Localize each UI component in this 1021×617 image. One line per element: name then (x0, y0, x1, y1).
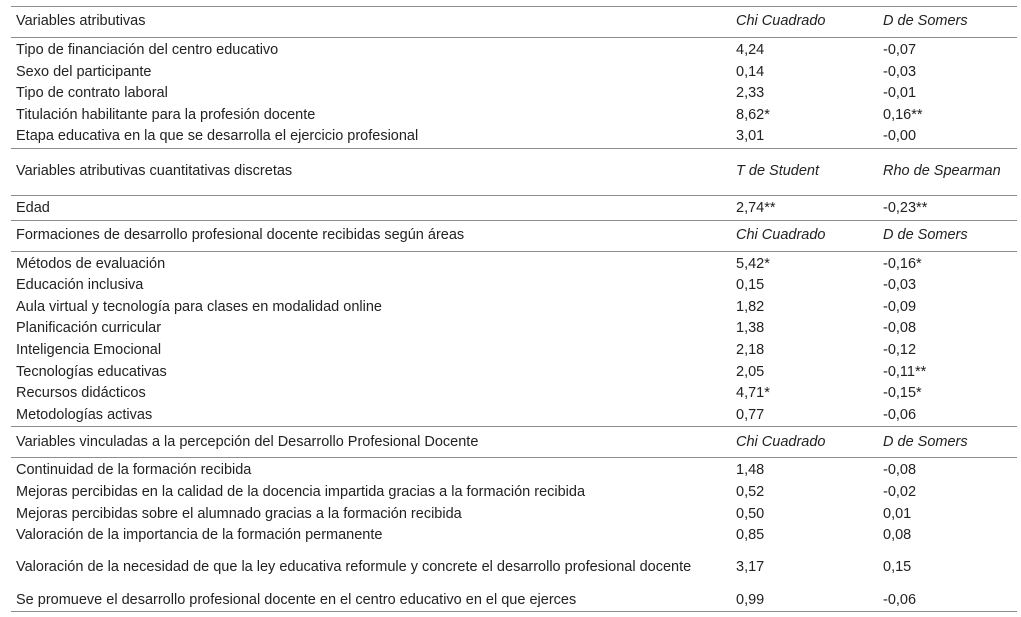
row-value-1: 0,85 (736, 527, 765, 544)
row-label: Tipo de financiación del centro educativo (16, 42, 279, 58)
row-value-2: -0,03 (883, 63, 917, 80)
row-value-2: 0,01 (883, 505, 912, 522)
stat2-header: Rho de Spearman (878, 148, 1017, 195)
table-row (11, 251, 1017, 275)
row-value-2: -0,06 (883, 406, 917, 423)
table-row (11, 275, 1017, 297)
row-value-1: 5,42* (736, 255, 770, 272)
stat2-header: D de Somers (878, 220, 1017, 251)
table-row (11, 340, 1017, 362)
stat1-header: T de Student (731, 148, 878, 195)
row-value-1: 1,38 (736, 320, 765, 337)
row-value-1: 4,24 (736, 42, 765, 58)
row-value-2: -0,11** (883, 363, 927, 380)
row-label: Métodos de evaluación (16, 255, 166, 272)
stat2-header: D de Somers (878, 7, 1017, 38)
row-value-2: -0,02 (883, 483, 917, 500)
row-label: Inteligencia Emocional (16, 341, 162, 358)
section-title: Formaciones de desarrollo profesional docente recibidas según áreas (11, 220, 731, 251)
row-value-1: 1,48 (736, 462, 765, 479)
table-row (11, 482, 1017, 504)
row-value-1: 1,82 (736, 298, 765, 315)
row-label: Planificación curricular (16, 320, 162, 337)
table-row (11, 83, 1017, 105)
row-value-1: 8,62* (736, 106, 770, 123)
row-value-1: 0,50 (736, 505, 765, 522)
section-header-row (11, 220, 1017, 251)
row-label: Etapa educativa en la que se desarrolla el ejercicio profesional (16, 128, 419, 145)
row-value-1: 0,14 (736, 63, 765, 80)
row-value-2: -0,15* (883, 385, 922, 402)
row-value-2: -0,08 (883, 320, 917, 337)
row-value-2: -0,12 (883, 341, 917, 358)
table-row (11, 126, 1017, 148)
row-value-1: 3,01 (736, 128, 765, 145)
stat1-header: Chi Cuadrado (731, 427, 878, 458)
row-label: Titulación habilitante para la profesión docente (16, 106, 316, 123)
row-label: Educación inclusiva (16, 277, 144, 294)
table-row (11, 318, 1017, 340)
row-label: Mejoras percibidas en la calidad de la docencia impartida gracias a la formación recibida (16, 483, 586, 500)
row-value-2: 0,08 (883, 527, 912, 544)
table-row (11, 525, 1017, 547)
row-value-2: -0,09 (883, 298, 917, 315)
row-value-2: 0,16** (883, 106, 923, 123)
stat1-header: Chi Cuadrado (731, 220, 878, 251)
row-label: Valoración de la importancia de la formación permanente (16, 527, 383, 544)
table-row (11, 62, 1017, 84)
row-value-1: 2,05 (736, 363, 765, 380)
table-row (11, 38, 1017, 62)
row-label: Valoración de la necesidad de que la ley educativa reformule y concrete el desarrollo profesional docente (16, 559, 692, 576)
table-row (11, 195, 1017, 220)
row-label: Sexo del participante (16, 63, 152, 80)
row-label: Recursos didácticos (16, 385, 146, 402)
row-value-2: -0,07 (883, 42, 917, 58)
table-row (11, 405, 1017, 427)
row-label: Tipo de contrato laboral (16, 85, 168, 102)
row-value-2: -0,08 (883, 462, 917, 479)
table-row (11, 297, 1017, 319)
row-value-2: -0,01 (883, 85, 917, 102)
table-row (11, 458, 1017, 482)
row-value-2: 0,15 (883, 559, 912, 576)
section-title: Variables atributivas cuantitativas discretas (11, 148, 731, 195)
row-value-2: -0,00 (883, 128, 917, 145)
row-label: Mejoras percibidas sobre el alumnado gracias a la formación recibida (16, 505, 462, 522)
row-value-2: -0,03 (883, 277, 917, 294)
section-title: Variables vinculadas a la percepción del Desarrollo Profesional Docente (11, 427, 731, 458)
table-row (11, 105, 1017, 127)
row-value-2: -0,06 (878, 590, 1017, 612)
table-row (11, 547, 1017, 590)
row-label: Continuidad de la formación recibida (16, 462, 252, 479)
table-row (11, 590, 1017, 612)
row-value-1: 4,71* (736, 385, 770, 402)
statistics-table (11, 6, 1017, 612)
row-label: Aula virtual y tecnología para clases en modalidad online (16, 298, 382, 315)
stat2-header: D de Somers (878, 427, 1017, 458)
row-value-2: -0,16* (883, 255, 922, 272)
row-value-1: 2,33 (736, 85, 765, 102)
section-title: Variables atributivas (11, 7, 731, 38)
row-value-1: 2,74** (736, 199, 776, 216)
row-value-2: -0,23** (883, 199, 928, 216)
row-value-1: 2,18 (736, 341, 765, 358)
stat1-header: Chi Cuadrado (731, 7, 878, 38)
row-value-1: 0,15 (736, 277, 765, 294)
row-value-1: 3,17 (736, 559, 765, 576)
table-row (11, 362, 1017, 384)
section-header-row (11, 7, 1017, 38)
section-header-row (11, 427, 1017, 458)
row-label: Se promueve el desarrollo profesional docente en el centro educativo en el que ejerces (11, 590, 731, 612)
section-header-row (11, 148, 1017, 195)
table-row (11, 383, 1017, 405)
row-value-1: 0,52 (736, 483, 765, 500)
row-label: Edad (16, 199, 50, 216)
row-label: Metodologías activas (16, 406, 153, 423)
row-label: Tecnologías educativas (16, 363, 167, 380)
table-row (11, 504, 1017, 526)
row-value-1: 0,99 (731, 590, 878, 612)
row-value-1: 0,77 (736, 406, 765, 423)
